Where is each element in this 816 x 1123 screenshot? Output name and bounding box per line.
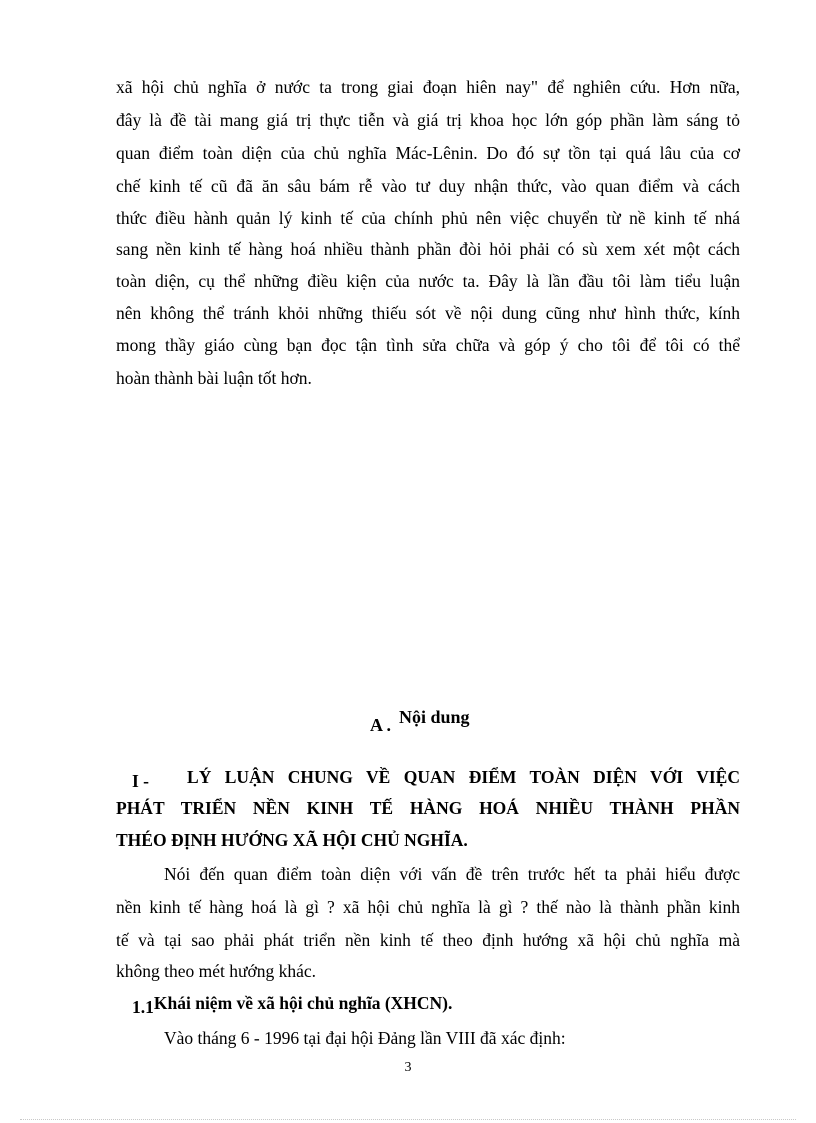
section-i-paragraph-line-1: Nói đến quan điểm toàn diện với vấn đề trên trước hết ta phải hiểu được xyxy=(164,864,740,884)
section-a-letter: A . xyxy=(370,715,392,735)
intro-line-2: đây là đề tài mang giá trị thực tiễn và giá trị khoa học lớn góp phần làm sáng tỏ xyxy=(116,110,740,130)
section-a-heading xyxy=(370,707,470,735)
intro-line-1: xã hội chủ nghĩa ở nước ta trong giai đoạn hiên nay" để nghiên cứu. Hơn nữa, xyxy=(116,77,740,97)
page-number: 3 xyxy=(404,1060,412,1075)
intro-line-4: chế kinh tế cũ đã ăn sâu bám rễ vào tư duy nhận thức, vào quan điểm và cách xyxy=(116,176,740,196)
section-i-title-line-2: PHÁT TRIỂN NỀN KINH TẾ HÀNG HOÁ NHIỀU THÀNH PHẦN xyxy=(116,798,740,818)
section-i-paragraph-line-2: nền kinh tế hàng hoá là gì ? xã hội chủ nghĩa là gì ? thế nào là thành phần kinh xyxy=(116,897,740,917)
section-i-title-line-1: LÝ LUẬN CHUNG VỀ QUAN ĐIỂM TOÀN DIỆN VỚI VIỆC xyxy=(187,767,740,787)
intro-line-9: mong thầy giáo cùng bạn đọc tận tình sửa chữa và góp ý cho tôi để tôi có thể xyxy=(116,335,740,355)
intro-line-5: thức điều hành quản lý kinh tế của chính phủ nên việc chuyển từ nề kinh tế nhá xyxy=(116,208,740,228)
intro-line-3: quan điểm toàn diện của chủ nghĩa Mác-Lênin. Do đó sự tồn tại quá lâu của cơ xyxy=(116,143,740,163)
intro-line-7: toàn diện, cụ thể những điều kiện của nước ta. Đây là lần đầu tôi làm tiểu luận xyxy=(116,271,740,291)
section-i-title-line-3: THÉO ĐỊNH HƯỚNG XÃ HỘI CHỦ NGHĨA. xyxy=(116,830,468,850)
intro-line-8: nên không thể tránh khỏi những thiếu sót về nội dung cũng như hình thức, kính xyxy=(116,303,740,323)
subsection-1-1-paragraph: Vào tháng 6 - 1996 tại đại hội Đảng lần VIII đã xác định: xyxy=(164,1028,566,1048)
section-i-paragraph-line-3: tế và tại sao phải phát triển nền kinh tế theo định hướng xã hội chủ nghĩa mà xyxy=(116,930,740,950)
page-bottom-rule xyxy=(20,1119,796,1120)
section-i-heading-line-1 xyxy=(132,766,740,791)
section-i-number: I - xyxy=(132,771,150,791)
section-a-title: Nội dung xyxy=(399,707,470,727)
intro-line-6: sang nền kinh tế hàng hoá nhiều thành phần đòi hỏi phải có sù xem xét một cách xyxy=(116,239,740,259)
subsection-1-1-number: 1.1 xyxy=(132,997,154,1017)
subsection-1-1-heading xyxy=(132,993,453,1017)
subsection-1-1-title: Khái niệm về xã hội chủ nghĩa (XHCN). xyxy=(153,993,453,1013)
intro-line-10: hoàn thành bài luận tốt hơn. xyxy=(116,368,312,388)
section-i-paragraph-line-4: không theo mét hướng khác. xyxy=(116,961,317,981)
